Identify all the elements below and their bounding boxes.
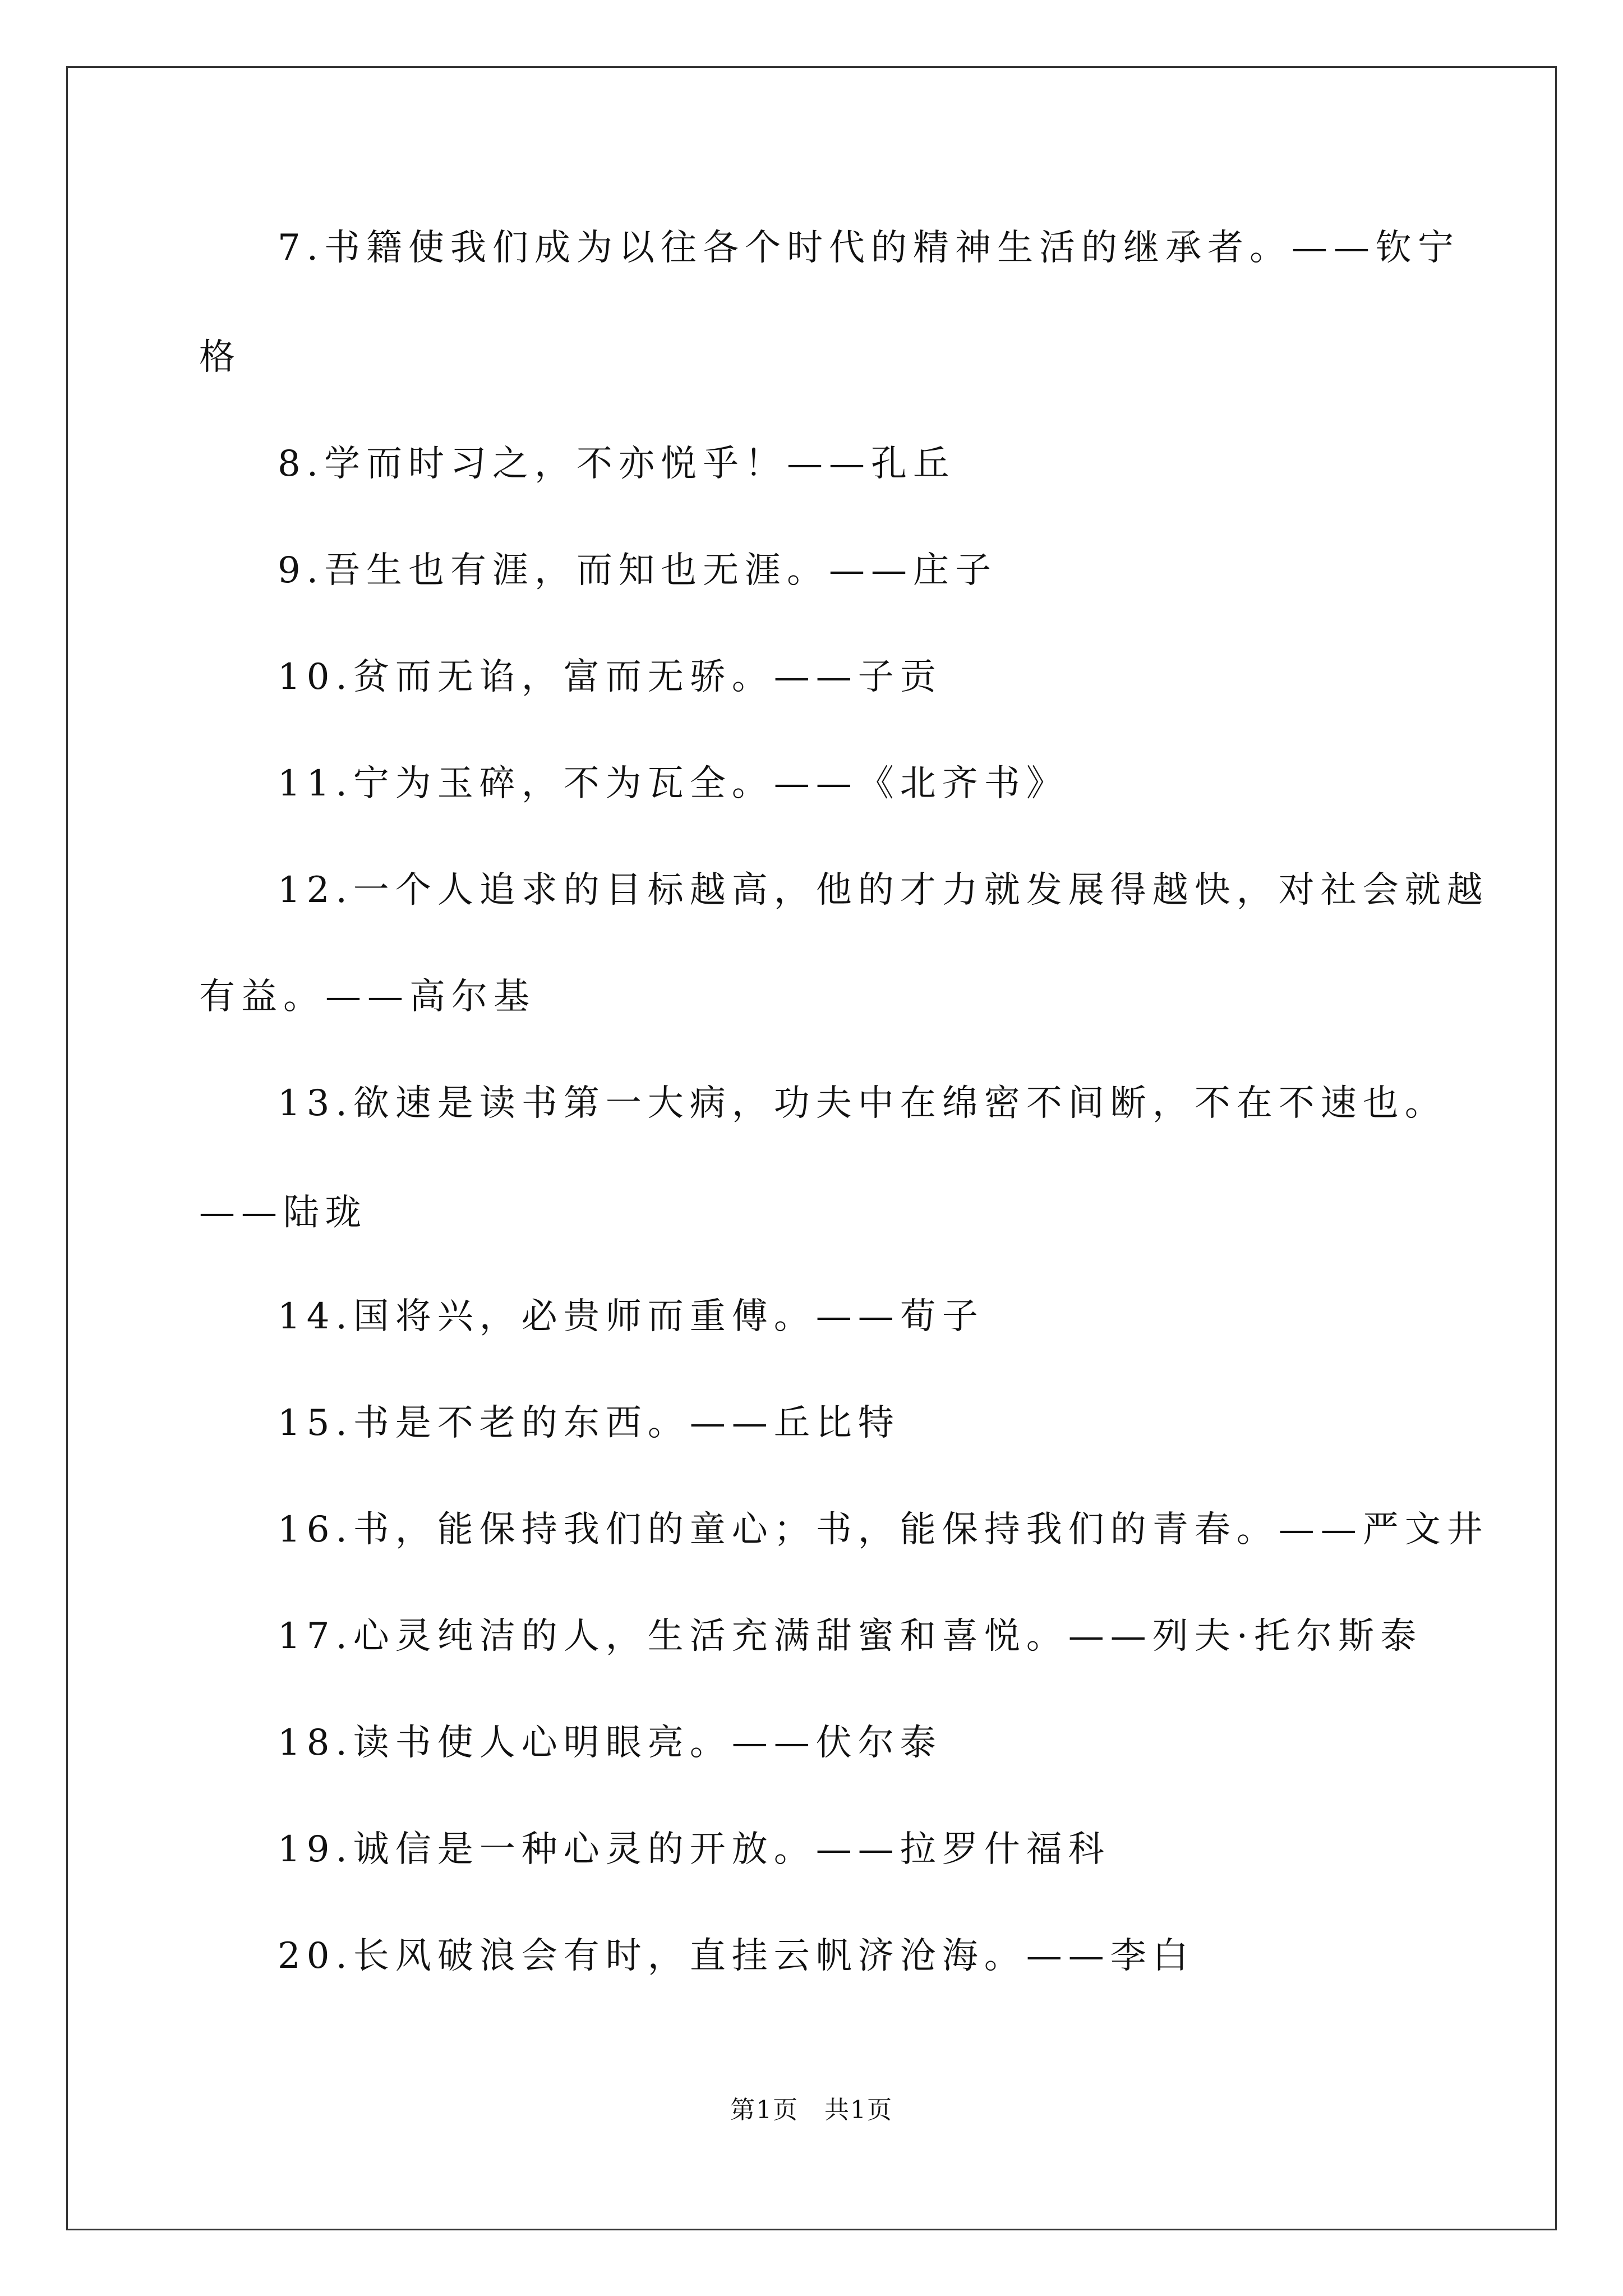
quote-19: 19.诚信是一种心灵的开放。——拉罗什福科 bbox=[278, 1829, 1110, 1870]
quote-7-line-2: 格 bbox=[199, 337, 241, 378]
quote-7-line-1: 7.书籍使我们成为以往各个时代的精神生活的继承者。——钦宁 bbox=[278, 227, 1460, 269]
quote-11: 11.宁为玉碎，不为瓦全。——《北齐书》 bbox=[278, 763, 1068, 804]
quote-13-line-2: ——陆珑 bbox=[199, 1192, 367, 1234]
page-border bbox=[66, 66, 1557, 2230]
quote-9: 9.吾生也有涯，而知也无涯。——庄子 bbox=[278, 550, 998, 591]
quote-8: 8.学而时习之，不亦悦乎！——孔丘 bbox=[278, 443, 956, 485]
quote-17: 17.心灵纯洁的人，生活充满甜蜜和喜悦。——列夫·托尔斯泰 bbox=[278, 1616, 1423, 1657]
quote-12-line-1: 12.一个人追求的目标越高，他的才力就发展得越快，对社会就越 bbox=[278, 869, 1489, 911]
quote-15: 15.书是不老的东西。——丘比特 bbox=[278, 1402, 900, 1444]
quote-14: 14.国将兴，必贵师而重傅。——荀子 bbox=[278, 1296, 984, 1337]
page-number-footer: 第1页 共1页 bbox=[730, 2096, 893, 2124]
quote-16: 16.书，能保持我们的童心；书，能保持我们的青春。——严文井 bbox=[278, 1509, 1489, 1550]
quote-20: 20.长风破浪会有时，直挂云帆济沧海。——李白 bbox=[278, 1935, 1195, 1977]
quote-13-line-1: 13.欲速是读书第一大病，功夫中在绵密不间断，不在不速也。 bbox=[278, 1083, 1447, 1124]
quote-10: 10.贫而无谄，富而无骄。——子贡 bbox=[278, 656, 942, 698]
quote-18: 18.读书使人心明眼亮。——伏尔泰 bbox=[278, 1722, 942, 1764]
quote-12-line-2: 有益。——高尔基 bbox=[199, 976, 536, 1018]
